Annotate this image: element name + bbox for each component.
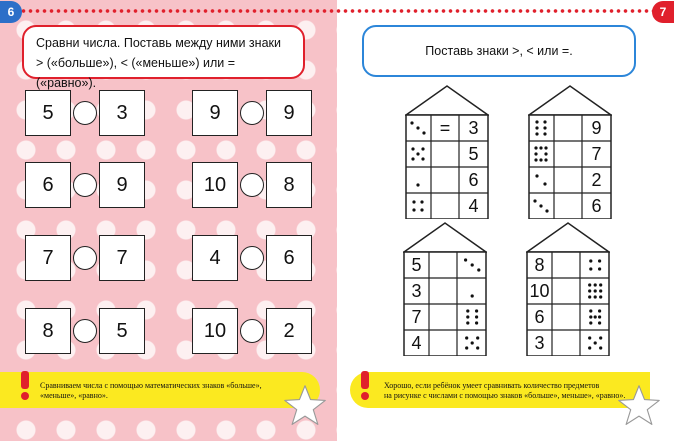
note-right-line1: Хорошо, если ребёнок умеет сравнивать количество предметов [384,381,600,390]
count-dot [588,295,591,298]
count-dot [535,132,538,135]
comparison-circle[interactable] [240,246,264,270]
house-roof [527,223,609,252]
count-dot [599,295,602,298]
count-dot [412,200,415,203]
house-number: 6 [591,195,602,216]
count-dot [412,208,415,211]
count-dot [544,146,547,149]
exclamation-icon [358,370,372,402]
house-number: 3 [534,332,545,353]
count-dot [594,283,597,286]
star-icon [616,383,662,429]
count-dot [533,199,536,202]
pair-number-left: 7 [25,235,71,281]
count-dot [475,321,478,324]
right-instruction-box [362,25,636,77]
sign-slot[interactable] [429,330,457,356]
exclamation-icon [18,370,32,402]
sign-slot[interactable] [431,141,459,167]
pair-number-right: 2 [266,308,312,354]
count-dot [598,321,601,324]
count-dot [477,268,480,271]
count-dot [475,315,478,318]
left-instruction-line2: > («больше»), < («меньше») или = («равно»). [36,56,236,90]
pair-number-right: 8 [266,162,312,208]
pair-number-right: 9 [266,90,312,136]
count-dot [544,158,547,161]
count-dot [594,315,597,318]
count-dot [589,267,592,270]
comparison-circle[interactable] [240,101,264,125]
house-number: 2 [591,169,602,190]
count-dot [411,147,414,150]
count-dot [589,315,592,318]
count-dot [594,289,597,292]
comparison-circle[interactable] [73,246,97,270]
count-dot [410,121,413,124]
sign-slot[interactable] [554,193,582,219]
sign-slot[interactable] [429,252,457,278]
pair-number-left: 9 [192,90,238,136]
pair-number-left: 6 [25,162,71,208]
count-dot [539,204,542,207]
count-dot [411,157,414,160]
house-number: 4 [411,332,422,353]
parent-note-right [350,372,650,408]
house-number: 6 [534,306,545,327]
count-dot [539,158,542,161]
count-dot [599,289,602,292]
count-dot [420,200,423,203]
house-roof [404,223,486,252]
pair-number-right: 5 [99,308,145,354]
count-dot [420,208,423,211]
comparison-circle[interactable] [240,319,264,343]
house-number: 5 [468,143,479,164]
count-dot [535,126,538,129]
pair-number-right: 7 [99,235,145,281]
house-number: 3 [468,117,479,138]
number-house [528,85,612,219]
count-dot [543,126,546,129]
house-number: 3 [411,280,422,301]
comparison-circle[interactable] [240,173,264,197]
house-number: 6 [468,169,479,190]
count-dot [476,346,479,349]
count-dot [464,258,467,261]
sign-slot[interactable]: = [439,117,451,138]
count-dot [588,336,591,339]
house-number: 8 [534,254,545,275]
comparison-circle[interactable] [73,101,97,125]
number-house [526,222,610,356]
count-dot [543,120,546,123]
count-dot [589,259,592,262]
sign-slot[interactable] [554,141,582,167]
number-house [403,222,487,356]
pair-number-right: 6 [266,235,312,281]
count-dot [598,315,601,318]
count-dot [421,157,424,160]
pair-number-right: 3 [99,90,145,136]
count-dot [599,336,602,339]
sign-slot[interactable] [552,252,580,278]
top-dotted-line [20,9,654,13]
note-left-line1: Сравниваем числа с помощью математических знаков «больше», [40,381,262,390]
pair-number-left: 4 [192,235,238,281]
count-dot [476,336,479,339]
count-dot [544,152,547,155]
count-dot [594,341,597,344]
parent-note-left [0,372,320,408]
pair-number-right: 9 [99,162,145,208]
count-dot [534,158,537,161]
house-number: 7 [591,143,602,164]
count-dot [598,309,601,312]
right-instruction-text: Поставь знаки >, < или =. [425,44,573,58]
count-dot [466,309,469,312]
sign-slot[interactable] [552,304,580,330]
count-dot [534,146,537,149]
left-instruction-line1: Сравни числа. Поставь между ними знаки [36,36,281,50]
count-dot [466,321,469,324]
sign-slot[interactable] [552,278,580,304]
left-instruction-box [22,25,305,90]
count-dot [535,174,538,177]
count-dot [416,126,419,129]
sign-slot[interactable] [552,330,580,356]
comparison-circle[interactable] [73,319,97,343]
sign-slot[interactable] [431,167,459,193]
sign-slot[interactable] [429,304,457,330]
pair-number-left: 8 [25,308,71,354]
count-dot [594,295,597,298]
count-dot [465,336,468,339]
note-left-line2: «меньше», «равно». [40,391,108,400]
house-number: 10 [529,280,550,301]
count-dot [534,152,537,155]
count-dot [588,289,591,292]
pair-number-left: 10 [192,308,238,354]
sign-slot[interactable] [554,167,582,193]
count-dot [598,267,601,270]
count-dot [416,183,419,186]
sign-slot[interactable] [431,193,459,219]
count-dot [589,309,592,312]
count-dot [598,259,601,262]
house-number: 7 [411,306,422,327]
count-dot [471,294,474,297]
count-dot [471,341,474,344]
count-dot [543,182,546,185]
count-dot [543,132,546,135]
count-dot [422,131,425,134]
count-dot [465,346,468,349]
count-dot [545,209,548,212]
count-dot [416,152,419,155]
count-dot [588,346,591,349]
page-number-right: 7 [652,1,674,23]
count-dot [421,147,424,150]
count-dot [599,283,602,286]
count-dot [466,315,469,318]
count-dot [589,321,592,324]
count-dot [535,120,538,123]
pair-number-left: 5 [25,90,71,136]
sign-slot[interactable] [554,115,582,141]
note-right-line2: на рисунке с числами с помощью знаков «больше», меньше», «равно». [384,391,626,400]
page-number-left: 6 [0,1,22,23]
pair-number-left: 10 [192,162,238,208]
count-dot [599,346,602,349]
house-roof [406,86,488,115]
star-icon [282,383,328,429]
count-dot [475,309,478,312]
number-house [405,85,489,219]
house-number: 4 [468,195,479,216]
house-number: 5 [411,254,422,275]
house-number: 9 [591,117,602,138]
count-dot [471,263,474,266]
count-dot [539,146,542,149]
comparison-circle[interactable] [73,173,97,197]
house-roof [529,86,611,115]
count-dot [588,283,591,286]
sign-slot[interactable] [429,278,457,304]
